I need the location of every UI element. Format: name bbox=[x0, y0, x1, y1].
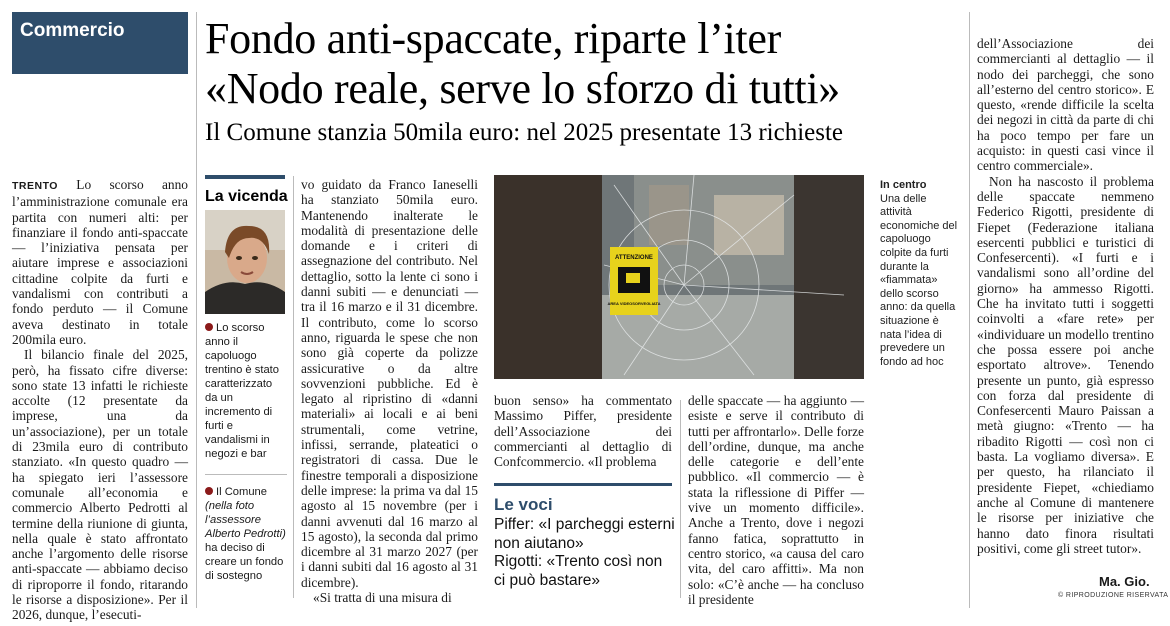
article-column-2 bbox=[301, 177, 478, 605]
paragraph: «Si tratta di una misura di bbox=[313, 590, 452, 606]
author-signature: Ma. Gio. bbox=[1099, 574, 1150, 589]
article-photo bbox=[494, 175, 864, 379]
headline-line-2: «Nodo reale, serve lo sforzo di tutti» bbox=[205, 64, 840, 113]
paragraph: Il bilancio finale del 2025, però, ha fissato cifre diverse: sono state 13 infatti le richieste accolte (12 presentate da imprese, una da un’associazione), per un totale di 23mila euro di contributo stanziato. «In questo quadro — ha spiegato ieri l’assessore comunale all’economia e commercio Alberto Pedrotti al termine della riunione di giunta, nella quale è stato affrontato anche l’argomento delle risorse anti-spaccate — abbiamo deciso di riproporre il fondo, ritarando le risorse a disposizione». Per il 2026, dunque, l’esecuti- bbox=[12, 347, 188, 623]
paragraph: Lo scorso anno l’amministrazione comunale era partita con numeri alti: per finanziare il fondo anti-spaccate — l’iniziativa pensata per aiutare imprese e associazioni cittadine colpite da furti e vandalismi con contributi a fondo perduto — il Comune aveva destinato in totale 200mila euro. bbox=[12, 177, 188, 347]
headline-line-1: Fondo anti-spaccate, riparte l’iter bbox=[205, 14, 781, 63]
quote-piffer: Piffer: «I parcheggi esterni non aiutano» bbox=[494, 516, 675, 552]
sidebar-divider bbox=[205, 474, 287, 475]
article-column-1 bbox=[12, 177, 188, 623]
sign-bottom-text: AREA VIDEOSORVEGLIATA bbox=[607, 301, 661, 306]
column-rule bbox=[293, 176, 294, 598]
sidebar-item-2: Il Comune (nella foto l’assessore Alberto Pedrotti) ha deciso di creare un fondo di sostegno bbox=[205, 486, 286, 582]
sign-top-text: ATTENZIONE bbox=[615, 255, 653, 261]
portrait-image bbox=[205, 210, 285, 314]
caption-head: In centro bbox=[880, 179, 927, 191]
quote-rigotti: Rigotti: «Trento così non ci può bastare» bbox=[494, 553, 663, 589]
column-rule bbox=[680, 400, 681, 598]
column-rule bbox=[969, 12, 970, 608]
paragraph: delle spaccate — ha aggiunto — esiste e serve il contributo di tutti per affrontarlo». Delle forze dell’ordine, dunque, ma anche delle categorie e dell’ente pubblico. «Il commercio — è stata la riflessione di Piffer — vive un momento difficile». Anche a Trento, dove i negozi fanno fatica, soprattutto in centro storico, «a causa del caro vita, del caro affitti». Ma non solo: «C’è anche — ha concluso il presidente bbox=[688, 393, 864, 607]
caption-text: Una delle attività economiche del capoluogo colpite da furti durante la «fiammata» dello scorso anno: da quella situazione è nata l’idea di prevedere un fondo ad hoc bbox=[880, 192, 958, 368]
sidebar-title: La vicenda bbox=[205, 188, 288, 205]
quotes-text bbox=[494, 516, 676, 590]
headline bbox=[205, 14, 965, 114]
photo-caption bbox=[880, 179, 960, 369]
sidebar-accent-bar bbox=[205, 175, 285, 179]
section-label bbox=[12, 12, 188, 74]
sidebar-item-1: Lo scorso anno il capoluogo trentino è stato caratterizzato da un incremento di furti e vandalismi in negozi e bar bbox=[205, 322, 280, 460]
article-column-3 bbox=[494, 393, 672, 469]
rights-notice: © RIPRODUZIONE RISERVATA bbox=[1058, 592, 1169, 599]
paragraph: dell’Associazione dei commercianti al dettaglio — il nodo dei parcheggi, che sono all’esterno del centro storico». E questo, «rende difficile la scelta dei negozi in città da parte di chi ha poco tempo per fare un acquisto: in questi casi vince il centro commerciale». bbox=[977, 36, 1154, 174]
column-rule bbox=[196, 12, 197, 608]
portrait-photo bbox=[205, 210, 285, 314]
shattered-window-image bbox=[494, 175, 864, 379]
article-column-4 bbox=[688, 393, 864, 607]
quotes-title: Le voci bbox=[494, 495, 553, 514]
paragraph: buon senso» ha commentato Massimo Piffer, presidente dell’Associazione dei commercianti al dettaglio di Confcommercio. «Il problema bbox=[494, 393, 672, 470]
bullet-icon bbox=[205, 323, 213, 331]
paragraph: vo guidato da Franco Ianeselli ha stanziato 50mila euro. Mantenendo inalterate le modalità di presentazione delle domande e i criteri di assegnazione del contributo. Nel dettaglio, sotto la lente ci sono i danni subiti — e denunciati — tra il 16 marzo e il 31 dicembre. Il contributo, come lo scorso anno, riguarda le spese che non sono già coperte da polizze assicurative o da altre sovvenzioni pubbliche. Ed è legato al ripristino di «danni materiali» ai locali e ai beni strumentali, come vetrine, infissi, serrande, plateatici o registratori di cassa. Due le finestre temporali a disposizione delle imprese: la prima va dal 15 agosto al 15 novembre (per i danni avvenuti dal 16 marzo al 15 agosto), la seconda dal primo dicembre al 31 marzo 2027 (per i danni subiti dal 16 agosto al 31 dicembre). bbox=[301, 177, 478, 590]
article-column-5 bbox=[977, 36, 1154, 556]
dateline: TRENTO bbox=[12, 180, 58, 192]
quotes-accent-bar bbox=[494, 483, 672, 486]
subheadline: Il Comune stanzia 50mila euro: nel 2025 presentate 13 richieste bbox=[205, 119, 844, 146]
bullet-icon bbox=[205, 487, 213, 495]
paragraph: Non ha nascosto il problema delle spaccate nemmeno Federico Rigotti, presidente di Fiepet (Federazione italiana esercenti pubblici e turistici di Confesercenti). «I furti e i vandalismi sono all’ordine del giorno» ha ammesso Rigotti. Che ha invitato tutti i soggetti coinvolti a «fare rete» per «individuare un modello trentino che possa essere poi anche esportato altrove». Tenendo presente un punto, già espresso con forza dal presidente di Confesercenti Mauro Paissan a metà giugno: «Trento — ha ribadito Rigotti — così non ci basta. La vogliamo diversa». E per questo, ha rilanciato il presidente Fiepet, «chiediamo anche al Comune di mantenere le risorse per iniziative che hanno dato finora risultati positivi, come gli street tutor». bbox=[977, 173, 1154, 556]
section-label-text: Commercio bbox=[20, 20, 125, 41]
